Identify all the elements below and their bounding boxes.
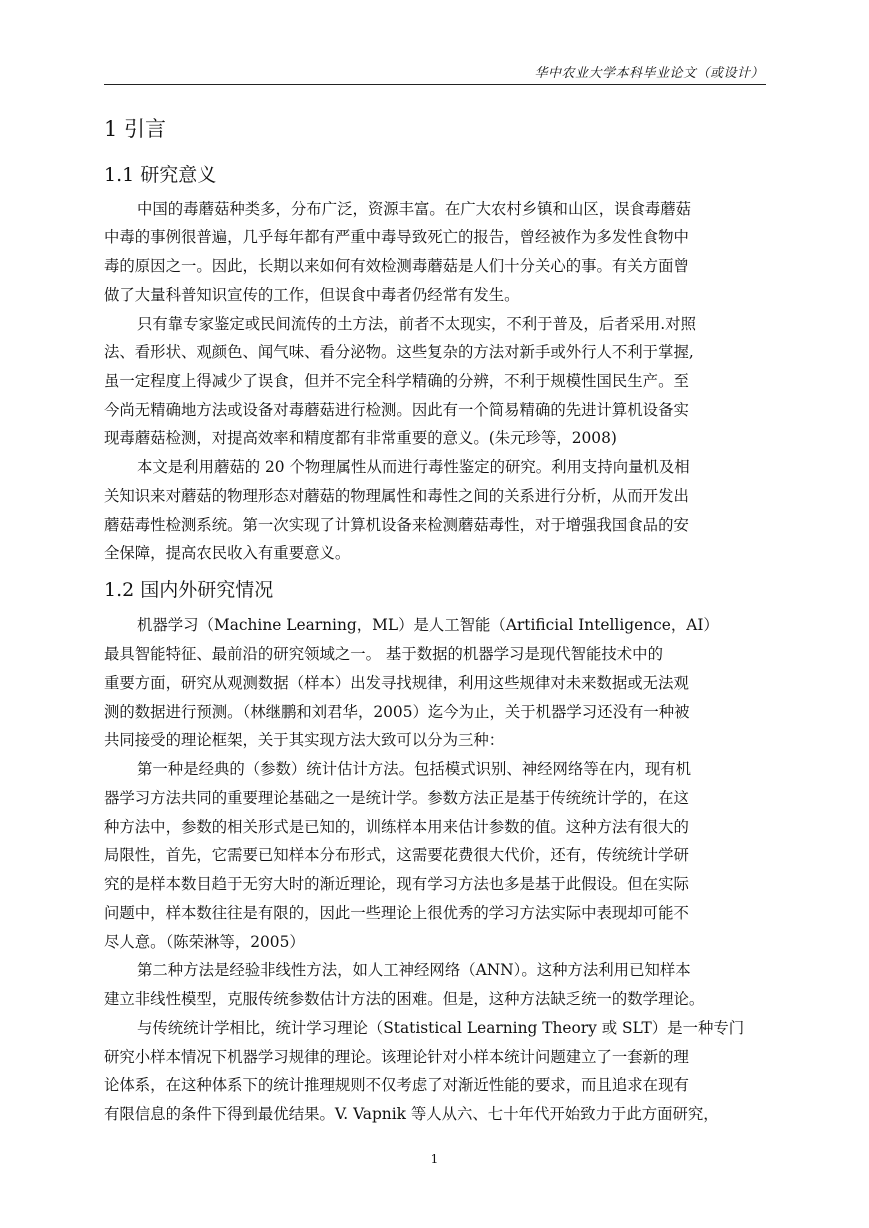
paragraph-line: 本文是利用蘑菇的 20 个物理属性从而进行毒性鉴定的研究。利用支持向量机及相 bbox=[137, 458, 690, 476]
paragraph-line: 蘑菇毒性检测系统。第一次实现了计算机设备来检测蘑菇毒性，对于增强我国食品的安 bbox=[104, 516, 689, 534]
paragraph-line: 虽一定程度上得减少了误食，但并不完全科学精确的分辨，不利于规模性国民生产。至 bbox=[104, 372, 689, 390]
paragraph-line: 研究小样本情况下机器学习规律的理论。该理论针对小样本统计问题建立了一套新的理 bbox=[104, 1048, 689, 1066]
paragraph-line: 种方法中，参数的相关形式是已知的，训练样本用来估计参数的值。这种方法有很大的 bbox=[104, 818, 689, 836]
page-header bbox=[104, 58, 766, 85]
paragraph-line: 最具智能特征、最前沿的研究领域之一。 基于数据的机器学习是现代智能技术中的 bbox=[104, 645, 663, 663]
paragraph-line: 机器学习（Machine Learning，ML）是人工智能（Artificial Intelligence，AI） bbox=[137, 616, 719, 634]
paragraph-line: 究的是样本数目趋于无穷大时的渐近理论，现有学习方法也多是基于此假设。但在实际 bbox=[104, 875, 689, 893]
paragraph-line: 问题中，样本数往往是有限的，因此一些理论上很优秀的学习方法实际中表现却可能不 bbox=[104, 904, 689, 922]
paragraph-line: 局限性，首先，它需要已知样本分布形式，这需要花费很大代价，还有，传统统计学研 bbox=[104, 846, 689, 864]
header-title: 华中农业大学本科毕业论文（或设计） bbox=[534, 66, 764, 81]
paragraph-line: 毒的原因之一。因此，长期以来如何有效检测毒蘑菇是人们十分关心的事。有关方面曾 bbox=[104, 257, 689, 275]
page-number: 1 bbox=[430, 1152, 439, 1166]
paragraph-line: 论体系，在这种体系下的统计推理规则不仅考虑了对渐近性能的要求，而且追求在现有 bbox=[104, 1076, 689, 1094]
section-1-heading: 1 引言 bbox=[104, 117, 167, 141]
paragraph-line: 做了大量科普知识宣传的工作，但误食中毒者仍经常有发生。 bbox=[104, 286, 520, 304]
paragraph-line: 全保障，提高农民收入有重要意义。 bbox=[104, 544, 351, 562]
paragraph-line: 第二种方法是经验非线性方法，如人工神经网络（ANN）。这种方法利用已知样本 bbox=[137, 961, 691, 979]
paragraph-line: 建立非线性模型，克服传统参数估计方法的困难。但是，这种方法缺乏统一的数学理论。 bbox=[104, 990, 705, 1008]
paragraph-line: 第一种是经典的（参数）统计估计方法。包括模式识别、神经网络等在内，现有机 bbox=[137, 760, 692, 778]
paragraph-line: 中国的毒蘑菇种类多，分布广泛，资源丰富。在广大农村乡镇和山区，误食毒蘑菇 bbox=[137, 200, 692, 218]
paragraph-line: 现毒蘑菇检测，对提高效率和精度都有非常重要的意义。(朱元珍等，2008) bbox=[104, 429, 617, 447]
paragraph-line: 共同接受的理论框架，关于其实现方法大致可以分为三种： bbox=[104, 731, 505, 749]
paragraph-line: 重要方面，研究从观测数据（样本）出发寻找规律，利用这些规律对未来数据或无法观 bbox=[104, 674, 689, 692]
section-1-1-heading: 1.1 研究意义 bbox=[104, 164, 217, 186]
paragraph-line: 关知识来对蘑菇的物理形态对蘑菇的物理属性和毒性之间的关系进行分析，从而开发出 bbox=[104, 487, 689, 505]
section-1-2-heading: 1.2 国内外研究情况 bbox=[104, 579, 274, 601]
paragraph-line: 法、看形状、观颜色、闻气味、看分泌物。这些复杂的方法对新手或外行人不利于掌握, bbox=[104, 343, 694, 361]
paragraph-line: 有限信息的条件下得到最优结果。V. Vapnik 等人从六、七十年代开始致力于此方面研究， bbox=[104, 1105, 719, 1123]
paragraph-line: 器学习方法共同的重要理论基础之一是统计学。参数方法正是基于传统统计学的，在这 bbox=[104, 789, 689, 807]
paragraph-line: 测的数据进行预测。（林继鹏和刘君华，2005）迄今为止，关于机器学习还没有一种被 bbox=[104, 703, 690, 721]
paragraph-line: 与传统统计学相比，统计学习理论（Statistical Learning Theory 或 SLT）是一种专门 bbox=[137, 1019, 745, 1037]
paragraph-line: 中毒的事例很普遍，几乎每年都有严重中毒导致死亡的报告，曾经被作为多发性食物中 bbox=[104, 228, 689, 246]
paragraph-line: 只有靠专家鉴定或民间流传的土方法，前者不太现实，不利于普及，后者采用.对照 bbox=[137, 315, 696, 333]
paragraph-line: 尽人意。（陈荣淋等，2005） bbox=[104, 933, 305, 951]
paragraph-line: 今尚无精确地方法或设备对毒蘑菇进行检测。因此有一个简易精确的先进计算机设备实 bbox=[104, 401, 689, 419]
